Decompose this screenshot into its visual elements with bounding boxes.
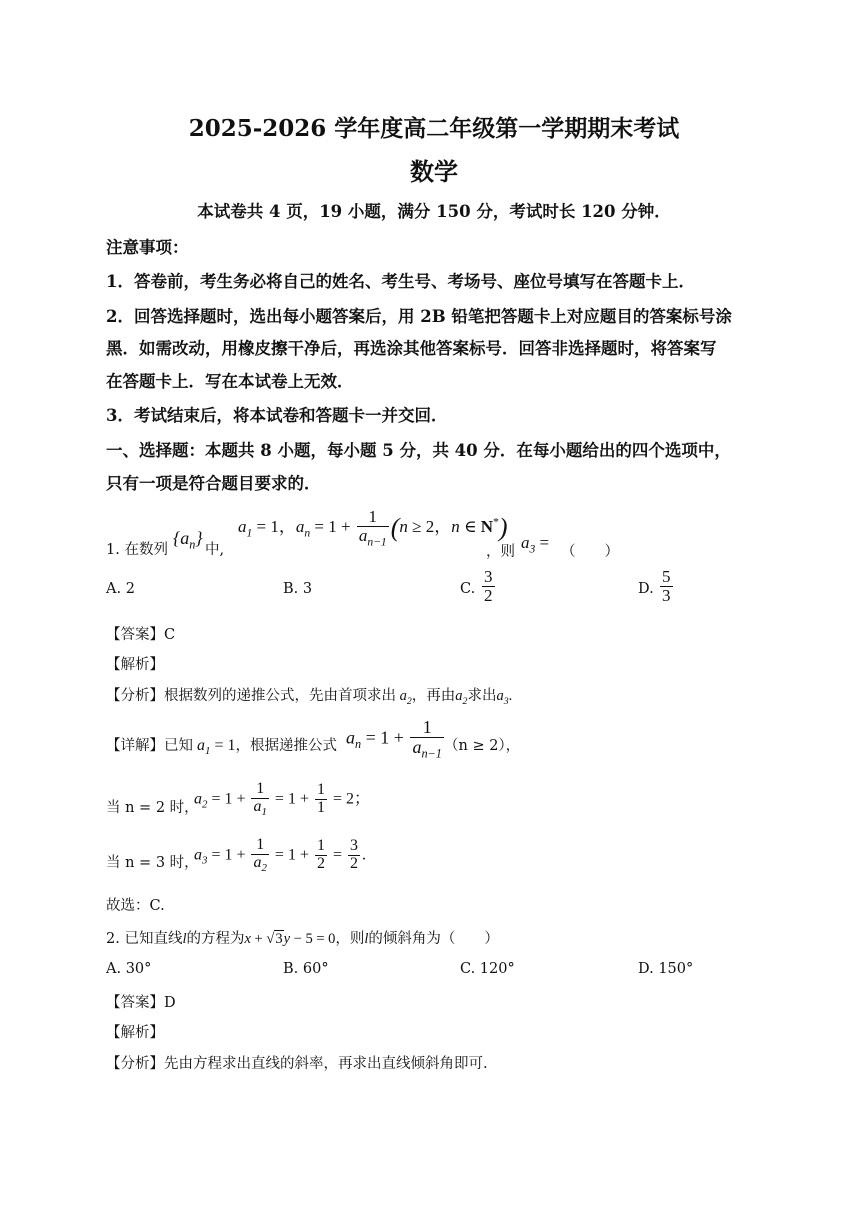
q1-recurrence-formula: $a_1 = 1$，$a_n = 1$ + $\frac{1}{a_{n-1}}$ (n ≥ 2，n ∈ N*) [238,507,508,549]
q1-option-c-label: C. [460,581,476,597]
notice-item-1: 1．答卷前，考生务必将自己的姓名、考生号、考场号、座位号填写在答题卡上． [106,272,695,291]
q2-stem: 2. 已知直线l的方程为x + √3y − 5 = 0，则l的倾斜角为（ ） [106,931,499,947]
q2-option-b: B. 60° [283,961,329,977]
q2-option-c: C. 120° [460,961,515,977]
q2-analysis-label: 【解析】 [106,1025,164,1041]
q1-xiangjie-formula: $a_n = 1$ + $\frac{1}{a_{n-1}}$ [346,717,442,761]
exam-info: 本试卷共 4 页，19 小题，满分 150 分，考试时长 120 分钟． [197,202,671,221]
q1-sequence-notation: $\{a_n\}$ [173,528,203,552]
section-1-heading-line-2: 只有一项是符合题目要求的． [106,474,321,493]
q1-stem-prefix: 1. 在数列 [106,542,168,558]
q1-option-a: A. 2 [106,581,135,597]
q1-target: $a_3$ = [521,533,550,556]
notice-item-2-line-3: 在答题卡上．写在本试卷上无效． [106,372,354,391]
exam-title: 2025-2026 学年度高二年级第一学期期末考试 [188,115,680,142]
q1-option-c-value: $\frac{3}{2}$ [484,567,493,605]
notice-item-2-line-1: 2．回答选择题时，选出每小题答案后，用 2B 铅笔把答题卡上对应题目的答案标号涂 [106,307,732,326]
notice-item-3: 3．考试结束后，将本试卷和答题卡一并交回． [106,406,448,425]
q1-answer: 【答案】C [106,627,176,643]
q2-option-a: A. 30° [106,961,152,977]
subject-title: 数学 [410,157,458,186]
section-1-heading-line-1: 一、选择题：本题共 8 小题，每小题 5 分，共 40 分．在每小题给出的四个选项中， [106,441,731,460]
q1-case-n3-calc: $a_3 = 1$ + $\frac{1}{a_2}$ = 1 + $\frac{1}{2}$ = $\frac{3}{2}$ . [194,836,366,874]
q1-fenxi: 【分析】根据数列的递推公式，先由首项求出 $a_2$，再由$a_2$求出$a_3$. [106,688,513,707]
q2-answer: 【答案】D [106,995,176,1011]
q1-conclusion: 故选：C. [106,898,165,914]
q1-option-d-label: D. [638,581,654,597]
q1-xiangjie-condition: （n ≥ 2）， [444,738,521,754]
q1-analysis-label: 【解析】 [106,657,164,673]
q1-blank: （ ） [561,544,619,560]
q1-stem-then: ，则 [486,544,515,560]
q2-fenxi: 【分析】先由方程求出直线的斜率，再求出直线倾斜角即可. [106,1056,488,1072]
q1-case-n2-label: 当 n = 2 时， [106,800,199,816]
q1-option-b: B. 3 [283,581,313,597]
q1-option-d-value: $\frac{5}{3}$ [662,567,671,605]
q2-option-d: D. 150° [638,961,694,977]
q1-stem-mid: 中, [205,542,225,558]
notice-item-2-line-2: 黑．如需改动，用橡皮擦干净后，再选涂其他答案标号．回答非选择题时，将答案写 [106,339,717,358]
q1-case-n3-label: 当 n = 3 时， [106,855,199,871]
q1-xiangjie: 【详解】已知 $a_1 = 1$，根据递推公式 [106,737,337,758]
q1-case-n2-calc: $a_2 = 1$ + $\frac{1}{a_1}$ = 1 + $\frac{1}{1}$ = 2； [194,780,370,818]
notice-heading: 注意事项： [106,238,189,257]
